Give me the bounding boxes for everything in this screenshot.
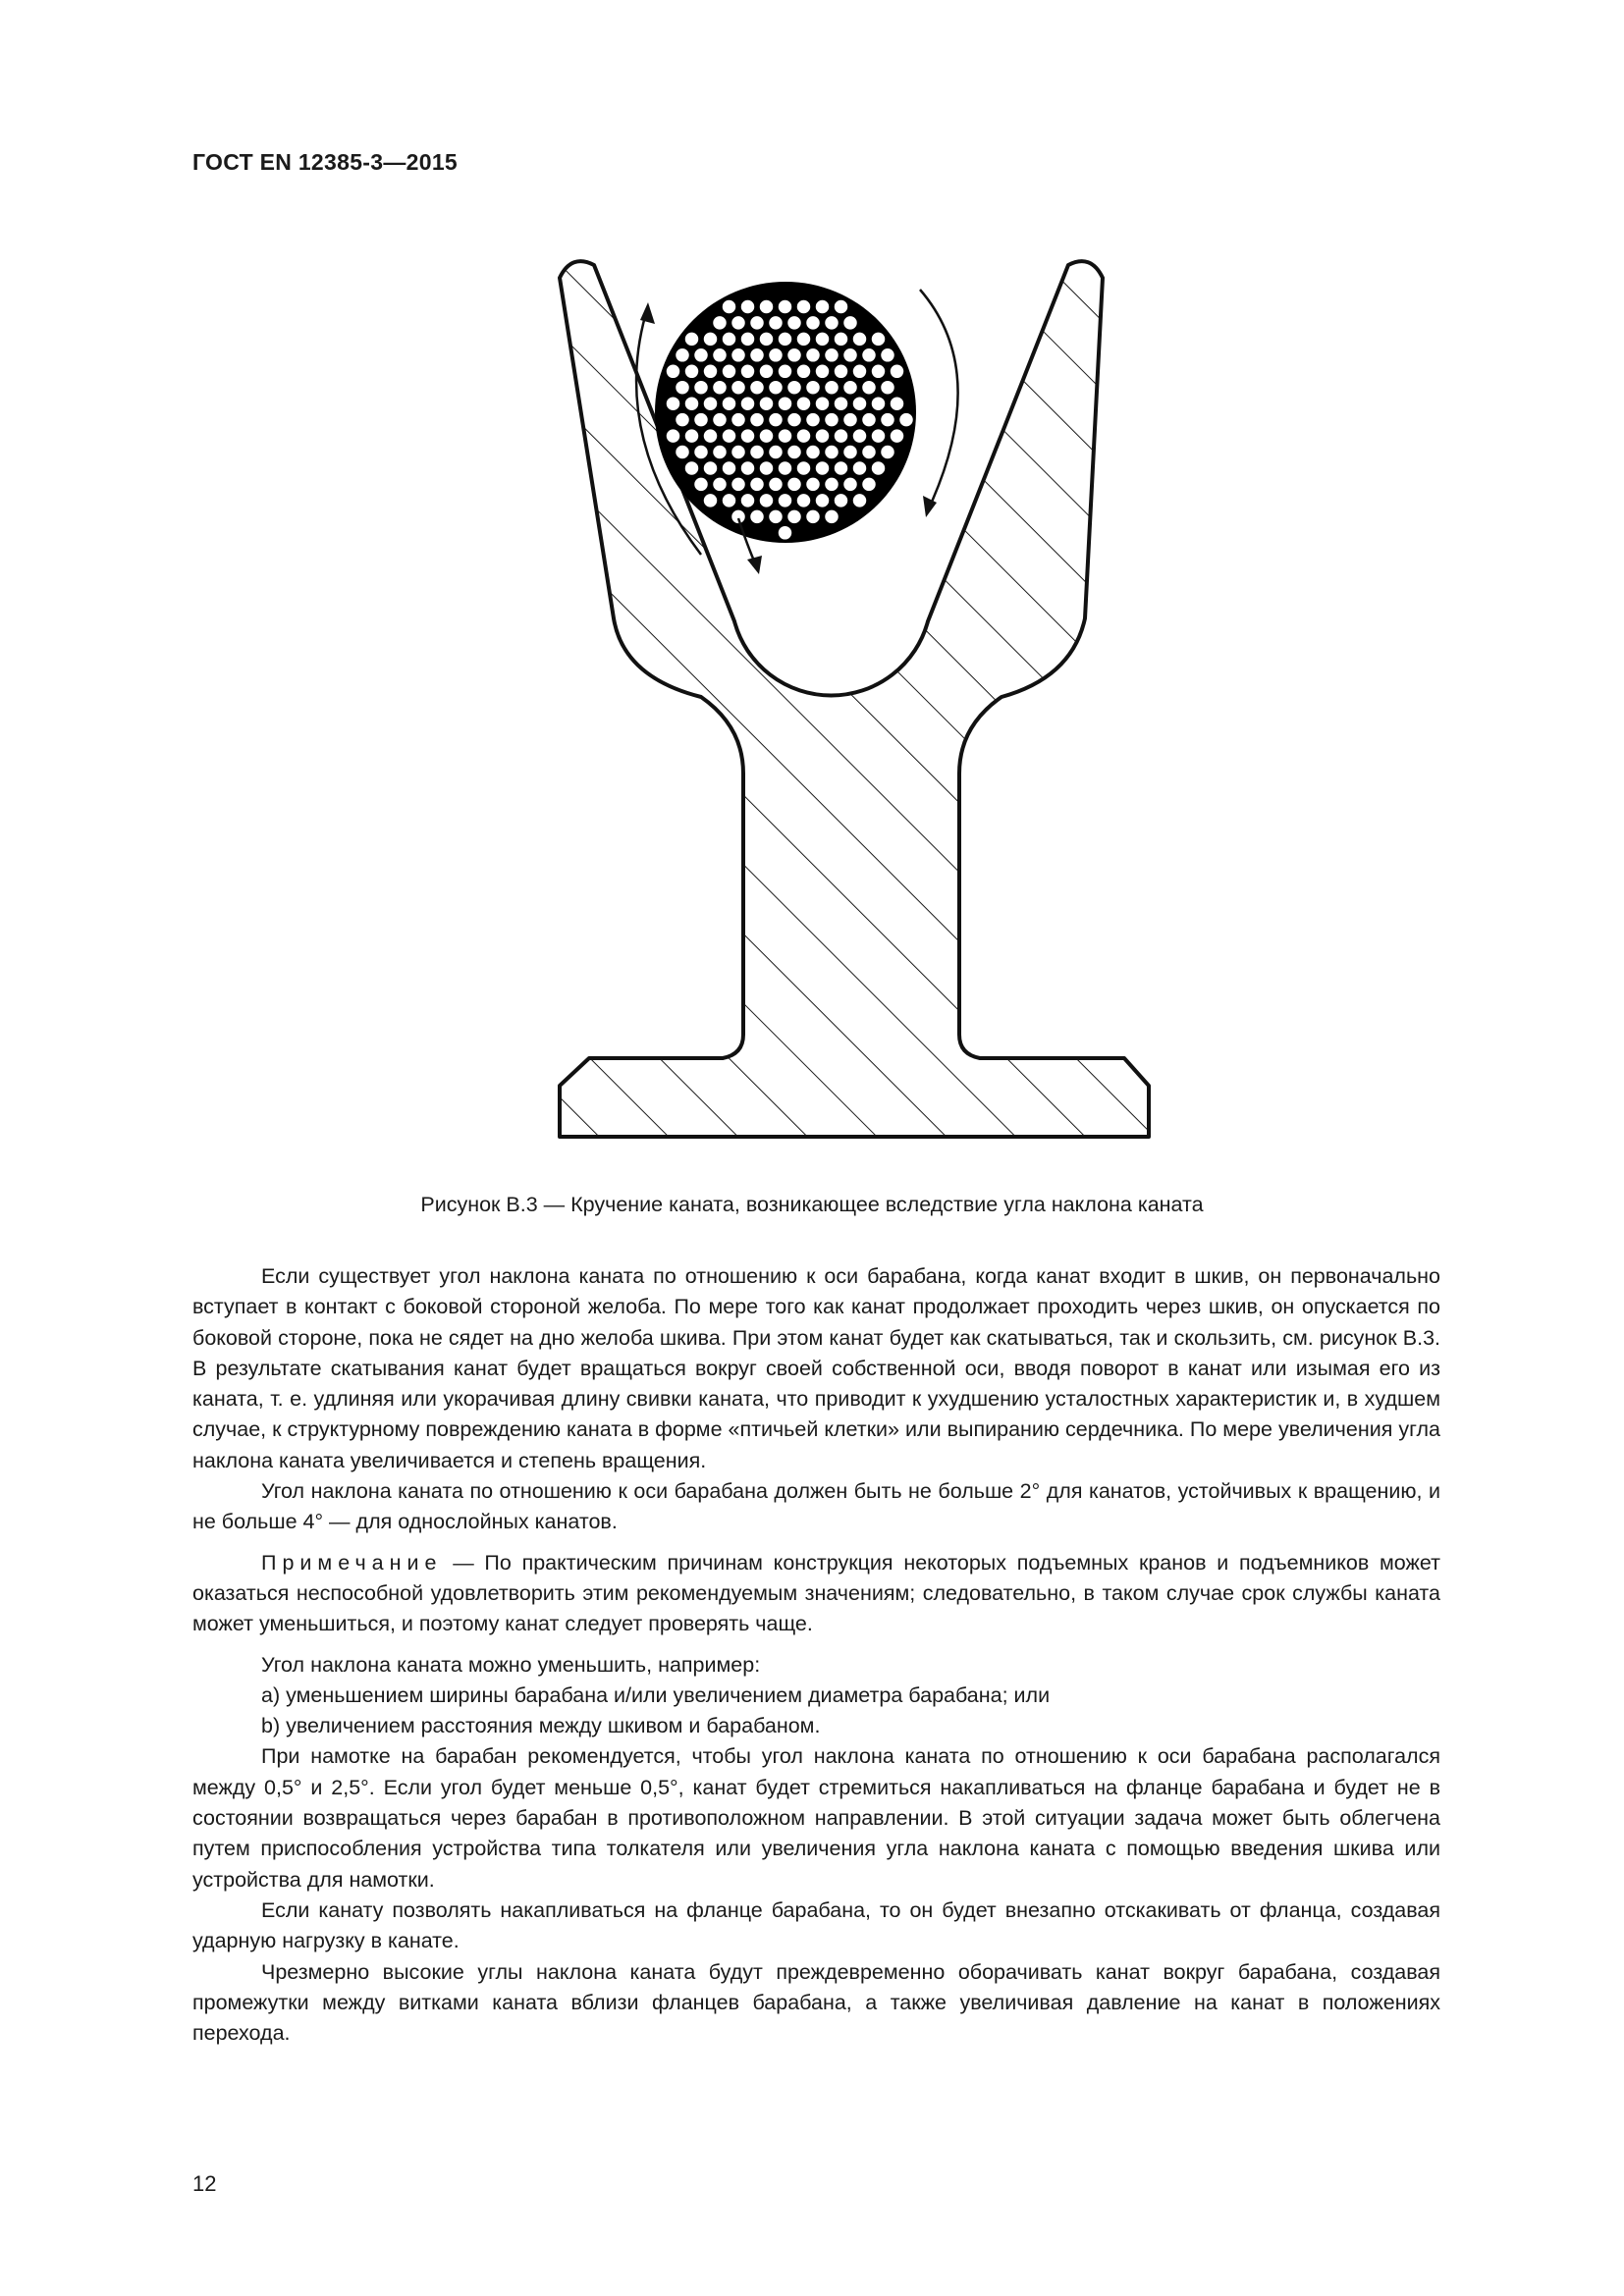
note-text: — По практическим причинам конструкция некоторых подъемных кранов и подъемников может оказаться неспособной удовлетворить этим рекомендуемым значениям; следовательно, в таком случае срок службы каната может уменьшиться, и поэтому канат следует проверять чаще. [192,1550,1440,1636]
arrow-head-right-bottom [923,496,937,517]
rope-wire [740,429,755,444]
rope-wire [769,445,784,459]
rope-wire [666,429,680,444]
rope-wire [769,315,784,330]
rope-wire [815,461,830,476]
rope-wire [825,412,839,427]
rope-wire [769,347,784,362]
rope-wire [852,332,867,347]
rope-wire [787,509,802,524]
rope-wire [899,412,914,427]
rope-wire [676,412,690,427]
rope-wire [796,299,811,314]
rope-wire [806,412,821,427]
rope-wire [750,315,765,330]
rope-wire [834,429,848,444]
rope-wire [852,493,867,507]
rope-wire [834,364,848,379]
document-header: ГОСТ EN 12385-3—2015 [192,149,459,175]
rope-wire [825,315,839,330]
rope-wire [815,429,830,444]
rope-wire [703,397,718,411]
rope-wire [834,397,848,411]
rope-wire [750,477,765,492]
rope-wire [815,397,830,411]
paragraph: Если существует угол наклона каната по отношению к оси барабана, когда канат входит в шкив, он первоначально вступает в контакт с боковой стороной желоба. По мере того как канат продолжает проходить через шкив, он опускается по боковой стороне, пока не сядет на дно желоба шкива. При этом канат будет как скатываться, так и скользить, см. рисунок B.3. В результате скатывания канат будет вращаться вокруг своей собственной оси, вводя поворот в канат или изымая его из каната, т. е. удлиняя или укорачивая длину свивки каната, что приводит к ухудшению усталостных характеристик и, в худшем случае, к структурному повреждению каната в форме «птичьей клетки» или выпиранию сердечника. По мере увеличения угла наклона каната увеличивается и степень вращения. [192,1264,1440,1472]
rope-wire [862,477,877,492]
rope-wire [750,509,765,524]
rope-wire [881,412,895,427]
rope-wire [759,429,774,444]
rope-wire [703,364,718,379]
rope-wire [694,477,709,492]
rope-wire [759,493,774,507]
rope-wire [731,477,746,492]
rope-wire [787,445,802,459]
rope-wire [769,412,784,427]
rope-wire [881,445,895,459]
rope-wire [871,332,886,347]
rope-wire [684,461,699,476]
rope-wire [676,380,690,395]
rope-wire [778,364,792,379]
rope-wire [750,347,765,362]
rope-wire [778,525,792,540]
rope-wire [834,299,848,314]
rope-wire [852,429,867,444]
rope-wire [778,429,792,444]
rope-wire [769,380,784,395]
rope-wire [778,397,792,411]
rope-wire [834,332,848,347]
arrow-head-rolling [747,556,762,574]
rope-wire [722,461,736,476]
rope-wire [796,332,811,347]
rope-wire [666,364,680,379]
rope-wire [676,445,690,459]
rope-wire [731,445,746,459]
rope-wire [871,397,886,411]
list-item: a) уменьшением ширины барабана и/или увеличением диаметра барабана; или [261,1682,1051,1707]
rope-wire [834,493,848,507]
rope-wire [825,509,839,524]
rope-wire [881,347,895,362]
rope-wire [759,299,774,314]
rope-cross-section [655,282,916,543]
rope-wire [890,364,904,379]
rope-wire [694,380,709,395]
rope-wire [843,477,858,492]
rope-wire [713,412,728,427]
rope-wire [815,364,830,379]
rope-wire [731,412,746,427]
arrow-head-left-top [640,302,655,324]
rope-wire [684,429,699,444]
paragraph: Угол наклона каната можно уменьшить, например: [261,1652,761,1677]
rope-wire [722,397,736,411]
rope-wire [666,397,680,411]
rope-wire [750,380,765,395]
rope-wire [759,364,774,379]
rope-wire [862,380,877,395]
rope-wire [740,493,755,507]
rope-wire [862,412,877,427]
rope-wire [852,397,867,411]
note-label: Примечание [261,1550,443,1575]
rope-wire [843,347,858,362]
rope-wire [778,299,792,314]
rope-wire [703,461,718,476]
rope-wire [796,364,811,379]
rope-wire [750,412,765,427]
rope-wire [852,461,867,476]
paragraph: При намотке на барабан рекомендуется, чтобы угол наклона каната по отношению к оси барабана располагался между 0,5° и 2,5°. Если угол будет меньше 0,5°, канат будет стремиться накапливаться на фланце барабана и будет не в состоянии возвращаться через барабан в противоположном направлении. В этой ситуации задача может быть облегчена путем приспособления устройства типа толкателя или увеличения угла наклона каната с помощью введения шкива или устройства для намотки. [192,1744,1440,1892]
rope-wire [834,461,848,476]
rope-wire [890,397,904,411]
rope-wire [722,299,736,314]
rope-wire [806,509,821,524]
rope-wire [759,397,774,411]
rope-wire [722,429,736,444]
rope-wire [843,380,858,395]
rope-wire [815,493,830,507]
rope-wire [796,397,811,411]
rope-wire [796,493,811,507]
rope-wire [722,364,736,379]
rope-wire [713,380,728,395]
rope-wire [713,445,728,459]
rope-wire [713,347,728,362]
rope-wire [769,509,784,524]
rope-wire [759,461,774,476]
rope-wire [713,315,728,330]
rope-wire [815,332,830,347]
rope-wire [694,347,709,362]
list-item: b) увеличением расстояния между шкивом и барабаном. [261,1714,821,1738]
rope-wire [713,477,728,492]
rope-wire [740,299,755,314]
rope-wire [703,493,718,507]
rope-wire [843,445,858,459]
rope-wire [862,445,877,459]
rope-wire [694,445,709,459]
rotation-arrow-right [920,290,958,510]
rope-wire [871,461,886,476]
paragraph: Если канату позволять накапливаться на фланце барабана, то он будет внезапно отскакивать от фланца, создавая ударную нагрузку в канате. [192,1897,1440,1953]
rope-wire [871,429,886,444]
rope-wire [806,347,821,362]
body-text [192,1261,1440,2049]
rope-wire [778,332,792,347]
rope-wire [694,412,709,427]
rope-wire [759,332,774,347]
rope-wire [852,364,867,379]
rope-wire [825,347,839,362]
rope-wire [815,299,830,314]
rope-wire [731,380,746,395]
rope-wire [825,445,839,459]
rope-wire [731,315,746,330]
rope-wire [881,380,895,395]
rope-wire [787,380,802,395]
rope-wire [890,429,904,444]
note-paragraph [192,1548,1440,1640]
rope-wire [825,477,839,492]
rope-wire [843,315,858,330]
rope-wire [871,364,886,379]
rope-wire [787,347,802,362]
figure-caption: Рисунок B.3 — Кручение каната, возникающее вследствие угла наклона каната [420,1193,1204,1216]
rope-wire [676,347,690,362]
rope-wire [787,315,802,330]
rope-wire [703,429,718,444]
rope-wire [796,429,811,444]
rope-wire [769,477,784,492]
rope-wire [684,397,699,411]
rope-wire [750,445,765,459]
rope-wire [862,347,877,362]
rope-wire [740,397,755,411]
page-number: 12 [192,2171,217,2196]
rope-wire [778,493,792,507]
rope-wire [684,364,699,379]
rope-wire [787,412,802,427]
rope-wire [731,347,746,362]
paragraph: Чрезмерно высокие углы наклона каната будут преждевременно оборачивать канат вокруг барабана, создавая промежутки между витками каната вблизи фланцев барабана, а также увеличивая давление на канат в положениях перехода. [192,1959,1440,2046]
rope-wire [806,477,821,492]
rope-wire [806,445,821,459]
paragraph: Угол наклона каната по отношению к оси барабана должен быть не больше 2° для канатов, устойчивых к вращению, и не больше 4° — для однослойных канатов. [192,1479,1440,1534]
rope-wire [722,332,736,347]
rope-wire [796,461,811,476]
rope-wire [722,493,736,507]
rope-wire [843,412,858,427]
rope-wire [806,315,821,330]
rope-wire [787,477,802,492]
rope-wire [740,332,755,347]
rope-wire [740,461,755,476]
sheave-rope-figure [530,236,1168,1153]
rope-wire [684,332,699,347]
rope-wire [778,461,792,476]
rope-wire [806,380,821,395]
rope-wire [825,380,839,395]
rope-wire [740,364,755,379]
rope-wire [703,332,718,347]
